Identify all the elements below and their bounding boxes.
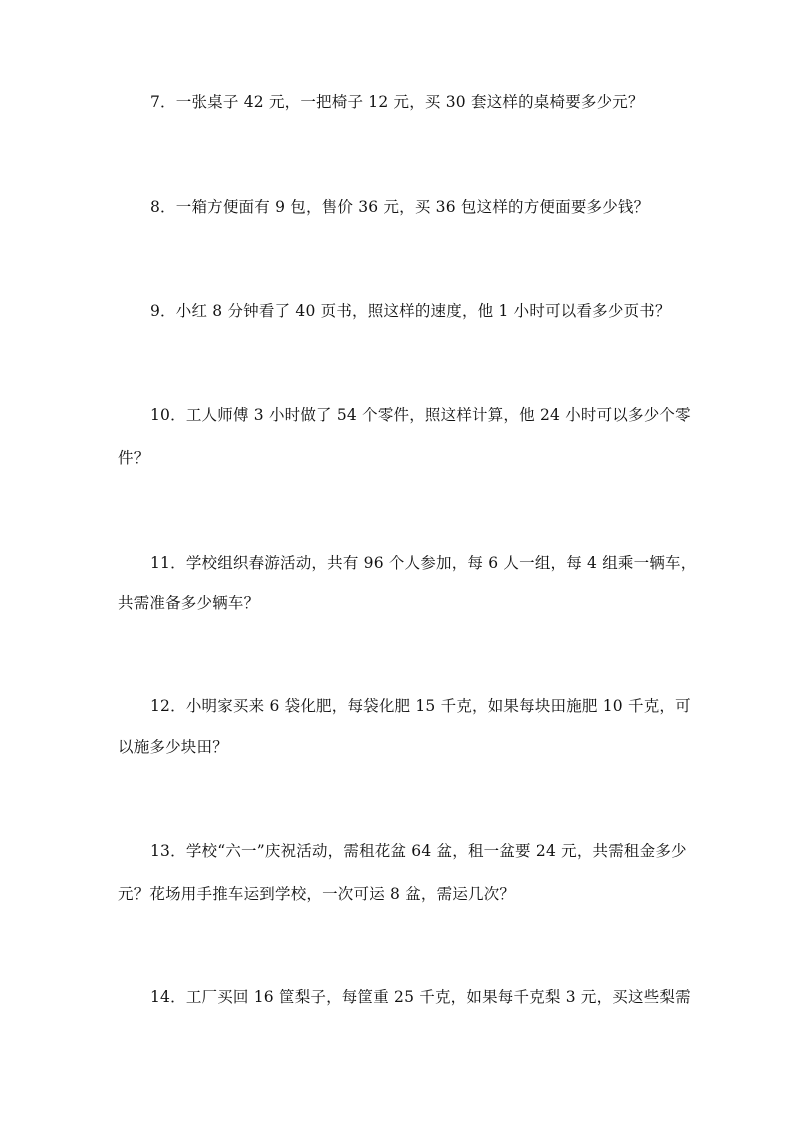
problem-14-line-1: 14．工厂买回 16 筐梨子，每筐重 25 千克，如果每千克梨 3 元，买这些梨需: [150, 988, 691, 1006]
problem-10-line-2: 件？: [118, 449, 150, 467]
problem-11-line-2: 共需准备多少辆车？: [118, 594, 260, 612]
problem-12-line-1: 12．小明家买来 6 袋化肥，每袋化肥 15 千克，如果每块田施肥 10 千克，可: [150, 697, 691, 715]
problem-7-line-1: 7．一张桌子 42 元，一把椅子 12 元，买 30 套这样的桌椅要多少元？: [150, 93, 644, 111]
problem-8-line-1: 8．一箱方便面有 9 包，售价 36 元，买 36 包这样的方便面要多少钱？: [150, 198, 650, 216]
problem-9-line-1: 9．小红 8 分钟看了 40 页书，照这样的速度，他 1 小时可以看多少页书？: [150, 302, 671, 320]
problem-13-line-2: 元？花场用手推车运到学校，一次可运 8 盆，需运几次？: [118, 885, 516, 903]
problem-13-line-1: 13．学校“六一”庆祝活动，需租花盆 64 盆，租一盆要 24 元，共需租金多少: [150, 842, 687, 860]
problem-11-line-1: 11．学校组织春游活动，共有 96 个人参加，每 6 人一组，每 4 组乘一辆车，: [150, 554, 697, 572]
problem-12-line-2: 以施多少块田？: [118, 738, 228, 756]
problem-10-line-1: 10．工人师傅 3 小时做了 54 个零件，照这样计算，他 24 小时可以多少个零: [150, 406, 691, 424]
